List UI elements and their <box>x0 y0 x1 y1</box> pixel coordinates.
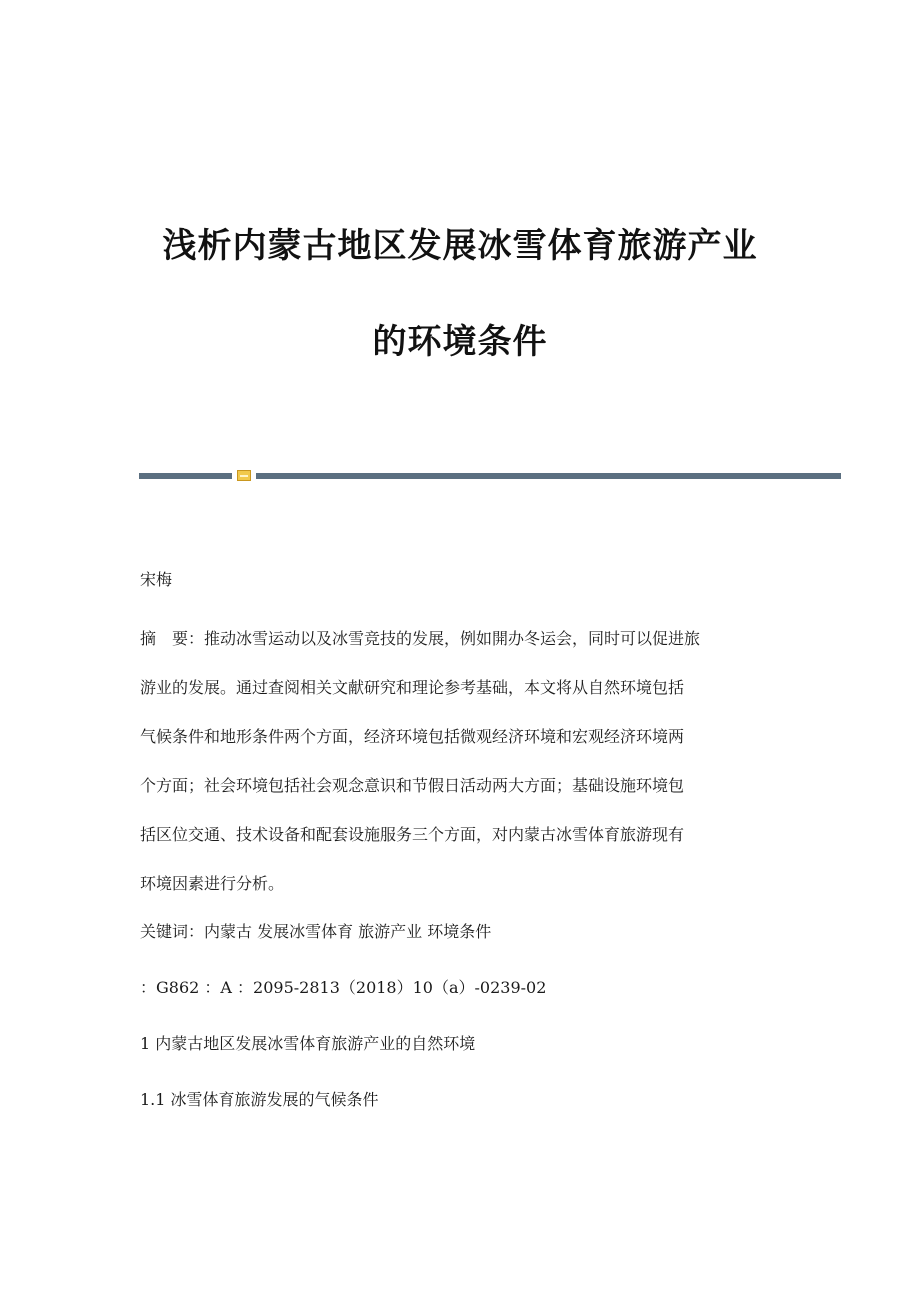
abstract-line: 括区位交通、技术设备和配套设施服务三个方面，对内蒙古冰雪体育旅游现有 <box>140 825 685 844</box>
abstract <box>140 625 790 919</box>
divider-ornament-icon <box>237 470 251 481</box>
divider-bar-left <box>139 473 232 479</box>
abstract-line: 气候条件和地形条件两个方面，经济环境包括微观经济环境和宏观经济环境两 <box>140 727 685 746</box>
subsection-heading: 1.1 冰雪体育旅游发展的气候条件 <box>140 1090 379 1109</box>
title-divider <box>139 470 841 480</box>
title-line-2: 的环境条件 <box>372 322 548 362</box>
keywords: 关键词：内蒙古 发展冰雪体育 旅游产业 环境条件 <box>140 922 492 941</box>
divider-bar-right <box>256 473 841 479</box>
abstract-line: 摘 要：推动冰雪运动以及冰雪竞技的发展，例如開办冬运会，同时可以促进旅 <box>140 629 701 648</box>
section-heading: 1 内蒙古地区发展冰雪体育旅游产业的自然环境 <box>140 1034 476 1053</box>
abstract-line: 游业的发展。通过查阅相关文献研究和理论参考基础，本文将从自然环境包括 <box>140 678 685 697</box>
abstract-line: 个方面；社会环境包括社会观念意识和节假日活动两大方面；基础设施环境包 <box>140 776 685 795</box>
classification-codes: ：G862 ：A ：2095-2813（2018）10（a）-0239-02 <box>140 978 547 997</box>
title-line-1: 浅析内蒙古地区发展冰雪体育旅游产业 <box>162 226 758 266</box>
abstract-line: 环境因素进行分析。 <box>140 874 285 893</box>
author-name: 宋梅 <box>140 570 173 589</box>
